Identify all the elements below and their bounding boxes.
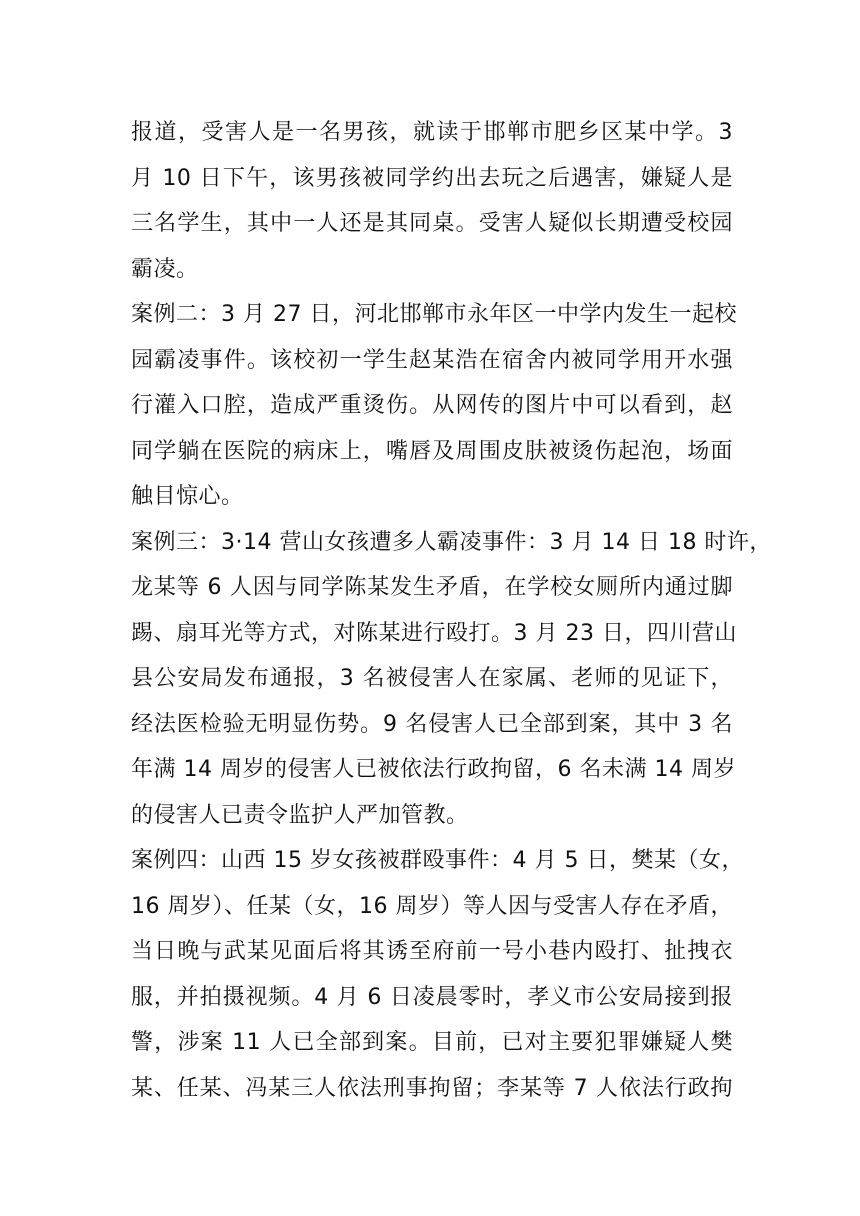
text-line: 案例四：山西 15 岁女孩被群殴事件：4 月 5 日，樊某（女， — [131, 848, 744, 873]
text-line: 行灌入口腔，造成严重烫伤。从网传的图片中可以看到，赵 — [131, 393, 733, 418]
text-line: 龙某等 6 人因与同学陈某发生矛盾，在学校女厕所内通过脚 — [131, 575, 733, 600]
text-line: 案例二：3 月 27 日，河北邯郸市永年区一中学内发生一起校 — [131, 302, 737, 327]
text-line: 踢、扇耳光等方式，对陈某进行殴打。3 月 23 日，四川营山 — [131, 620, 737, 646]
body-text — [131, 110, 772, 1111]
text-line: 年满 14 周岁的侵害人已被依法行政拘留，6 名未满 14 周岁 — [131, 757, 736, 782]
text-line: 警，涉案 11 人已全部到案。目前，已对主要犯罪嫌疑人樊 — [131, 1030, 733, 1055]
text-line: 触目惊心。 — [131, 484, 244, 509]
text-line: 报道，受害人是一名男孩，就读于邯郸市肥乡区某中学。3 — [131, 120, 733, 145]
text-line: 霸凌。 — [131, 256, 199, 282]
text-line: 三名学生，其中一人还是其同桌。受害人疑似长期遭受校园 — [131, 211, 733, 236]
text-line: 经法医检验无明显伤势。9 名侵害人已全部到案，其中 3 名 — [131, 711, 733, 737]
text-line: 月 10 日下午，该男孩被同学约出去玩之后遇害，嫌疑人是 — [131, 165, 733, 191]
text-line: 某、任某、冯某三人依法刑事拘留；李某等 7 人依法行政拘 — [131, 1075, 733, 1101]
text-line: 的侵害人已责令监护人严加管教。 — [131, 802, 469, 828]
text-line: 服，并拍摄视频。4 月 6 日凌晨零时，孝义市公安局接到报 — [131, 984, 733, 1010]
text-line: 当日晚与武某见面后将其诱至府前一号小巷内殴打、扯拽衣 — [131, 939, 733, 964]
text-line: 案例三：3·14 营山女孩遭多人霸凌事件：3 月 14 日 18 时许， — [131, 529, 772, 555]
text-line: 同学躺在医院的病床上，嘴唇及周围皮肤被烫伤起泡，场面 — [131, 438, 733, 464]
text-line: 县公安局发布通报，3 名被侵害人在家属、老师的见证下， — [131, 666, 733, 691]
text-line: 园霸凌事件。该校初一学生赵某浩在宿舍内被同学用开水强 — [131, 347, 733, 373]
text-line: 16 周岁）、任某（女，16 周岁）等人因与受害人存在矛盾， — [131, 893, 733, 919]
